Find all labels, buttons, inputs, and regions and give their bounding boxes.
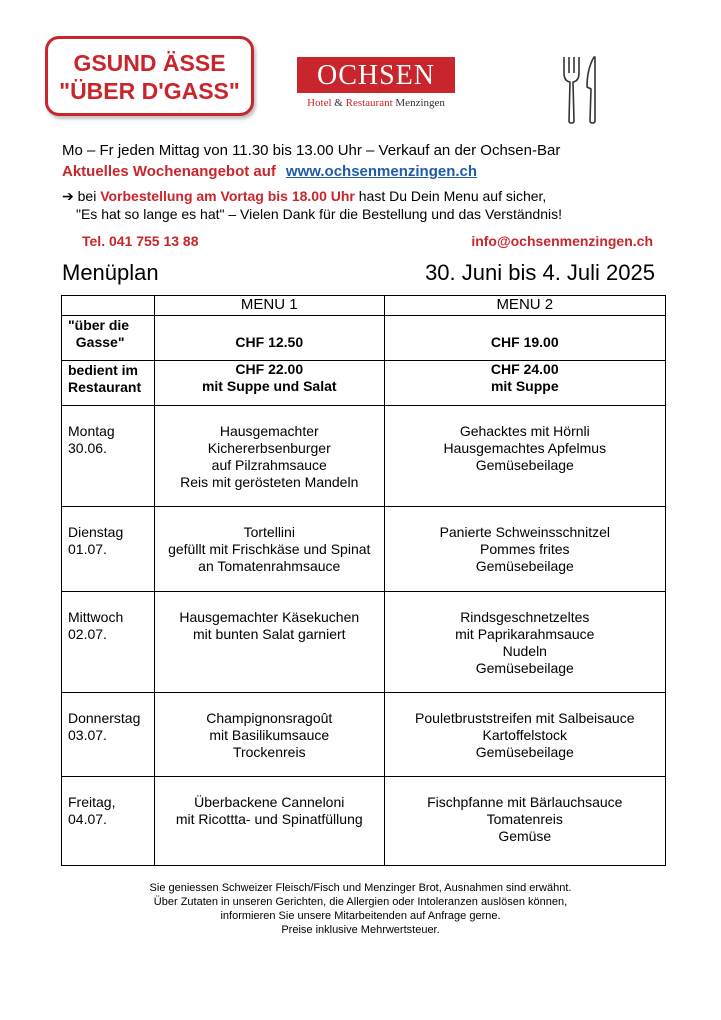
price-restaurant-menu1: CHF 22.00 mit Suppe und Salat xyxy=(154,361,384,406)
dish-menu1: Tortellini gefüllt mit Frischkäse und Spinat an Tomatenrahmsauce xyxy=(154,507,384,592)
day-row-thursday xyxy=(62,693,666,777)
dish-menu1: Hausgemachter Käsekuchen mit bunten Salat garniert xyxy=(154,592,384,693)
badge-line-1: GSUND ÄSSE xyxy=(73,50,226,76)
preorder-line: ➔ bei Vorbestellung am Vortag bis 18.00 Uhr hast Du Dein Menu auf sicher, xyxy=(62,188,547,204)
menu-table xyxy=(61,295,666,866)
date-range: 30. Juni bis 4. Juli 2025 xyxy=(425,260,655,285)
dish-menu2: Rindsgeschnetzeltes mit Paprikarahmsauce Nudeln Gemüsebeilage xyxy=(384,592,665,693)
footer-line: Preise inklusive Mehrwertsteuer. xyxy=(281,924,440,936)
dish-menu2: Panierte Schweinsschnitzel Pommes frites Gemüsebeilage xyxy=(384,507,665,592)
day-label: Montag 30.06. xyxy=(62,406,155,507)
weekly-offer-line xyxy=(62,163,477,181)
logo-name: OCHSEN xyxy=(297,57,455,93)
logo-subtitle: Hotel & Restaurant Menzingen xyxy=(307,97,445,109)
day-row-monday xyxy=(62,406,666,507)
restaurant-logo xyxy=(297,57,455,113)
weekly-offer-label: Aktuelles Wochenangebot auf xyxy=(62,163,276,180)
phone-number[interactable]: Tel. 041 755 13 88 xyxy=(82,233,199,249)
website-link[interactable]: www.ochsenmenzingen.ch xyxy=(285,163,478,180)
footer-line: Sie geniessen Schweizer Fleisch/Fisch und Menzinger Brot, Ausnahmen sind erwähnt. xyxy=(149,882,572,894)
arrow-right-icon: ➔ xyxy=(62,188,74,204)
preorder-highlight: Vorbestellung am Vortag bis 18.00 Uhr xyxy=(100,188,355,204)
email-address[interactable]: info@ochsenmenzingen.ch xyxy=(471,233,653,249)
price-row-street xyxy=(62,316,666,361)
price-row-restaurant xyxy=(62,361,666,406)
dish-menu1: Überbackene Canneloni mit Ricottta- und Spinatfüllung xyxy=(154,777,384,866)
table-header-row xyxy=(62,296,666,316)
price-label-restaurant: bedient im Restaurant xyxy=(62,361,155,406)
day-row-wednesday xyxy=(62,592,666,693)
dish-menu1: Hausgemachter Kichererbsenburger auf Pilzrahmsauce Reis mit gerösteten Mandeln xyxy=(154,406,384,507)
price-restaurant-menu2: CHF 24.00 mit Suppe xyxy=(384,361,665,406)
price-street-menu1: CHF 12.50 xyxy=(154,316,384,361)
footer-line: Über Zutaten in unseren Gerichten, die Allergien oder Intoleranzen auslösen können, xyxy=(153,896,568,908)
footer-line: informieren Sie unsere Mitarbeitenden auf Anfrage gerne. xyxy=(220,910,501,922)
day-row-tuesday xyxy=(62,507,666,592)
badge-line-2: "ÜBER D'GASS" xyxy=(59,78,240,104)
menu1-header: MENU 1 xyxy=(154,296,384,316)
price-street-menu2: CHF 19.00 xyxy=(384,316,665,361)
day-label: Mittwoch 02.07. xyxy=(62,592,155,693)
dish-menu2: Gehacktes mit Hörnli Hausgemachtes Apfelmus Gemüsebeilage xyxy=(384,406,665,507)
day-label: Donnerstag 03.07. xyxy=(62,693,155,777)
day-label: Dienstag 01.07. xyxy=(62,507,155,592)
dish-menu2: Pouletbruststreifen mit Salbeisauce Kartoffelstock Gemüsebeilage xyxy=(384,693,665,777)
fork-knife-icon xyxy=(561,55,603,125)
menu2-header: MENU 2 xyxy=(384,296,665,316)
day-row-friday xyxy=(62,777,666,866)
page-title: Menüplan xyxy=(62,260,159,285)
empty-header-cell xyxy=(62,296,155,316)
day-label: Freitag, 04.07. xyxy=(62,777,155,866)
dish-menu2: Fischpfanne mit Bärlauchsauce Tomatenreis Gemüse xyxy=(384,777,665,866)
promo-badge xyxy=(45,36,254,116)
thanks-text: "Es hat so lange es hat" – Vielen Dank für die Bestellung und das Verständnis! xyxy=(76,206,562,222)
price-label-street: "über die Gasse" xyxy=(62,316,155,361)
schedule-text: Mo – Fr jeden Mittag von 11.30 bis 13.00 Uhr – Verkauf an der Ochsen-Bar xyxy=(62,142,561,159)
footer-notes xyxy=(60,881,661,937)
dish-menu1: Champignonsragoût mit Basilikumsauce Trockenreis xyxy=(154,693,384,777)
